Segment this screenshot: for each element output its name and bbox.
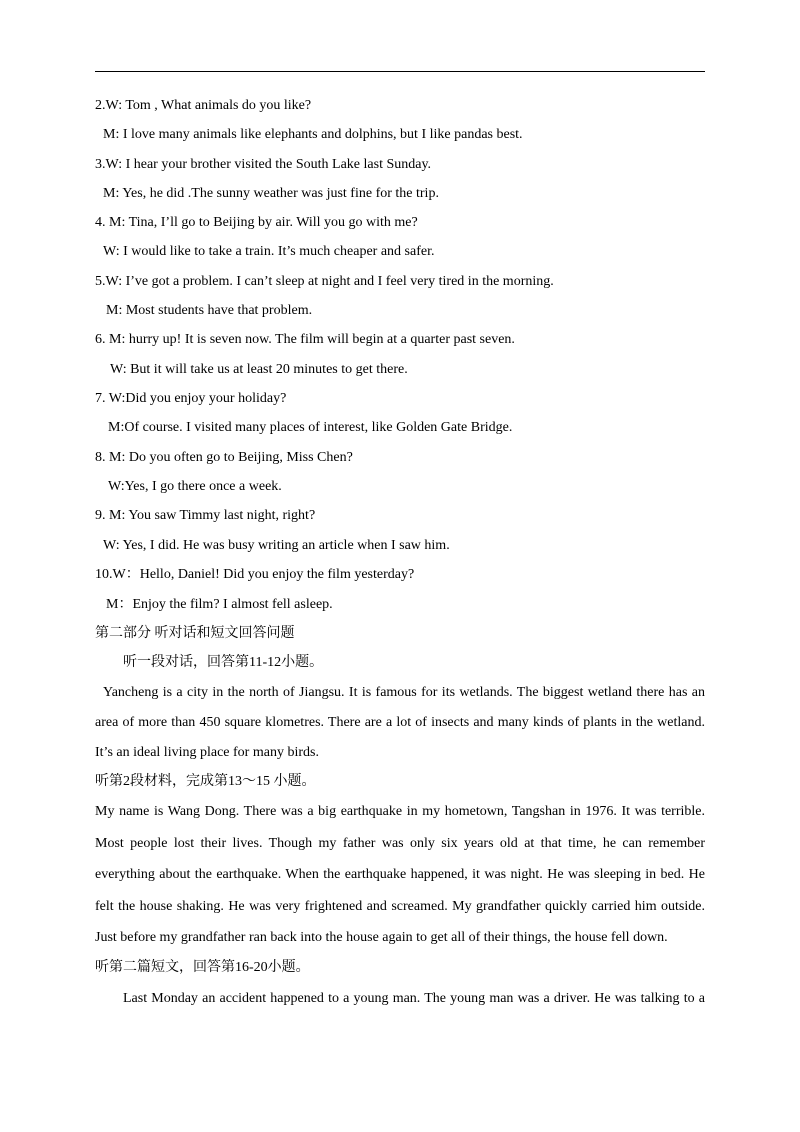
instruction-16-20: 听第二篇短文，回答第16-20小题。 [95,960,310,975]
dialogue-line-2w: 2.W: Tom , What animals do you like? [95,98,312,113]
section-heading: 第二部分 听对话和短文回答问题 [95,626,295,641]
dialogue-line-8m: 8. M: Do you often go to Beijing, Miss Chen? [95,450,353,465]
dialogue-line-4w: W: I would like to take a train. It’s much cheaper and safer. [103,244,435,259]
dialogue-line-10w: 10.W：Hello, Daniel! Did you enjoy the film yesterday? [95,567,415,582]
dialogue-line-10m: M：Enjoy the film? I almost fell asleep. [106,597,333,612]
passage-earthquake-line-4: felt the house shaking. He was very frightened and screamed. My grandfather quickly carried him outside. [95,899,705,914]
passage-earthquake-line-1: My name is Wang Dong. There was a big earthquake in my hometown, Tangshan in 1976. It was terrible. [95,804,705,819]
instruction-13-15: 听第2段材料，完成第13～15 小题。 [95,774,316,789]
dialogue-line-7m: M:Of course. I visited many places of interest, like Golden Gate Bridge. [108,420,513,435]
instruction-11-12: 听一段对话，回答第11-12小题。 [123,655,324,670]
passage-accident-line-1: Last Monday an accident happened to a young man. The young man was a driver. He was talking to a [123,991,705,1006]
dialogue-line-5m: M: Most students have that problem. [106,303,313,318]
header-rule [95,71,705,72]
dialogue-line-5w: 5.W: I’ve got a problem. I can’t sleep at night and I feel very tired in the morning. [95,274,554,289]
passage-yancheng-line-3: It’s an ideal living place for many birds. [95,745,319,760]
dialogue-line-3m: M: Yes, he did .The sunny weather was just fine for the trip. [103,186,439,201]
dialogue-line-9m: 9. M: You saw Timmy last night, right? [95,508,316,523]
passage-yancheng-line-1: Yancheng is a city in the north of Jiangsu. It is famous for its wetlands. The biggest wetland there has an [103,685,705,700]
passage-yancheng-line-2: area of more than 450 square klometres. There are a lot of insects and many kinds of plants in the wetland. [95,715,705,730]
dialogue-line-9w: W: Yes, I did. He was busy writing an article when I saw him. [103,538,450,553]
dialogue-line-7w: 7. W:Did you enjoy your holiday? [95,391,287,406]
dialogue-line-6w: W: But it will take us at least 20 minutes to get there. [110,362,408,377]
passage-earthquake-line-5: Just before my grandfather ran back into the house again to get all of their things, the house fell down. [95,930,668,945]
dialogue-line-4m: 4. M: Tina, I’ll go to Beijing by air. Will you go with me? [95,215,418,230]
dialogue-line-8w: W:Yes, I go there once a week. [108,479,282,494]
dialogue-line-6m: 6. M: hurry up! It is seven now. The film will begin at a quarter past seven. [95,332,515,347]
passage-earthquake-line-2: Most people lost their lives. Though my father was only six years old at that time, he can remember [95,836,705,851]
passage-earthquake-line-3: everything about the earthquake. When the earthquake happened, it was night. He was sleeping in bed. He [95,867,705,882]
dialogue-line-2m: M: I love many animals like elephants and dolphins, but I like pandas best. [103,127,523,142]
dialogue-line-3w: 3.W: I hear your brother visited the South Lake last Sunday. [95,157,432,172]
